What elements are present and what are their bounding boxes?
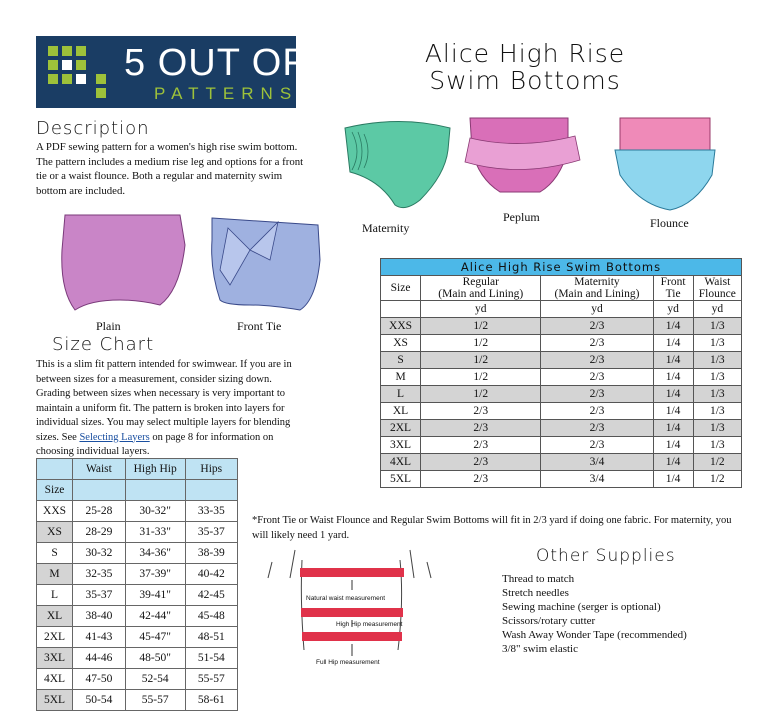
table-row: 2XL 2/3 2/3 1/4 1/3 (381, 420, 742, 437)
table-row: S 30-32 34-36" 38-39 (37, 543, 238, 564)
col-hips: Hips (185, 459, 237, 480)
table-row: M 1/2 2/3 1/4 1/3 (381, 369, 742, 386)
selecting-layers-link[interactable]: Selecting Layers (79, 431, 150, 443)
size-label-row: Size (37, 480, 238, 501)
supplies-heading: Other Supplies (536, 546, 676, 566)
list-item: Stretch needles (502, 587, 569, 599)
table-row: XS 1/2 2/3 1/4 1/3 (381, 335, 742, 352)
table-row: XL 2/3 2/3 1/4 1/3 (381, 403, 742, 420)
label-high-hip: High Hip measurement (336, 621, 403, 628)
maternity-swim-bottom (345, 122, 450, 208)
unit-row: yd yd yd yd (381, 301, 742, 318)
description-heading: Description (36, 118, 150, 139)
size-chart-table (36, 458, 238, 711)
title-line-1: Alice High Rise (424, 39, 626, 68)
list-item: 3/8" swim elastic (502, 643, 578, 655)
flounce-swim-bottom (620, 118, 710, 150)
label-flounce: Flounce (650, 216, 689, 230)
col-maternity: Maternity (Main and Lining) (541, 276, 653, 301)
table-row: M 32-35 37-39" 40-42 (37, 564, 238, 585)
yardage-note: *Front Tie or Waist Flounce and Regular Swim Bottoms will fit in 2/3 yard if doing one fabric. For maternity, you will likely need 1 yard. (252, 515, 732, 541)
col-waist-flounce: Waist Flounce (693, 276, 741, 301)
table-row: 3XL 2/3 2/3 1/4 1/3 (381, 437, 742, 454)
measurement-diagram (268, 550, 431, 656)
list-item: Wash Away Wonder Tape (recommended) (502, 629, 687, 641)
logo-subtitle: PATTERNS (154, 84, 299, 103)
table-row: 3XL 44-46 48-50" 51-54 (37, 648, 238, 669)
table-row: L 35-37 39-41" 42-45 (37, 585, 238, 606)
col-regular: Regular (Main and Lining) (421, 276, 541, 301)
table-row: L 1/2 2/3 1/4 1/3 (381, 386, 742, 403)
label-full-hip: Full Hip measurement (316, 659, 380, 666)
col-size: Size (381, 276, 421, 301)
table-row: XXS 1/2 2/3 1/4 1/3 (381, 318, 742, 335)
label-front-tie: Front Tie (237, 319, 282, 333)
col-front-tie: Front Tie (653, 276, 693, 301)
table-row: S 1/2 2/3 1/4 1/3 (381, 352, 742, 369)
label-plain: Plain (96, 319, 121, 333)
list-item: Scissors/rotary cutter (502, 615, 596, 627)
table-row: XL 38-40 42-44" 45-48 (37, 606, 238, 627)
size-chart-text: This is a slim fit pattern intended for swimwear. If you are in between sizes for a measurement, consider sizing down. Grading between sizes when necessary is very important to maintain a uniform fit. The pattern is broken into layers for individual sizes. You may select multiple layers for blending sizes. See Selecting Layers on page 8 for information on choosing individual layers. (36, 359, 292, 457)
table-row: 5XL 50-54 55-57 58-61 (37, 690, 238, 711)
yardage-caption: Alice High Rise Swim Bottoms (381, 259, 742, 276)
table-row: 4XL 47-50 52-54 55-57 (37, 669, 238, 690)
table-row: 2XL 41-43 45-47" 48-51 (37, 627, 238, 648)
logo-wordmark: 5 OUT OF 4 (124, 42, 341, 84)
col-waist: Waist (73, 459, 126, 480)
label-maternity: Maternity (362, 221, 410, 235)
label-peplum: Peplum (503, 210, 540, 224)
title-line-2: Swim Bottoms (429, 66, 621, 95)
table-row: 5XL 2/3 3/4 1/4 1/2 (381, 471, 742, 488)
table-row: XS 28-29 31-33" 35-37 (37, 522, 238, 543)
yardage-table (380, 258, 742, 488)
table-row: XXS 25-28 30-32" 33-35 (37, 501, 238, 522)
label-natural-waist: Natural waist measurement (306, 595, 386, 602)
col-high-hip: High Hip (125, 459, 185, 480)
supplies-list (502, 572, 687, 656)
table-row: 4XL 2/3 3/4 1/4 1/2 (381, 454, 742, 471)
description-text: A PDF sewing pattern for a women's high rise swim bottom. The pattern includes a medium rise leg and options for a front tie or a waist flounce. Both a regular and maternity swim bottom are included. (36, 141, 304, 197)
size-chart-heading: Size Chart (52, 334, 155, 355)
plain-swim-bottom (62, 215, 185, 310)
list-item: Thread to match (502, 573, 575, 585)
list-item: Sewing machine (serger is optional) (502, 601, 661, 613)
